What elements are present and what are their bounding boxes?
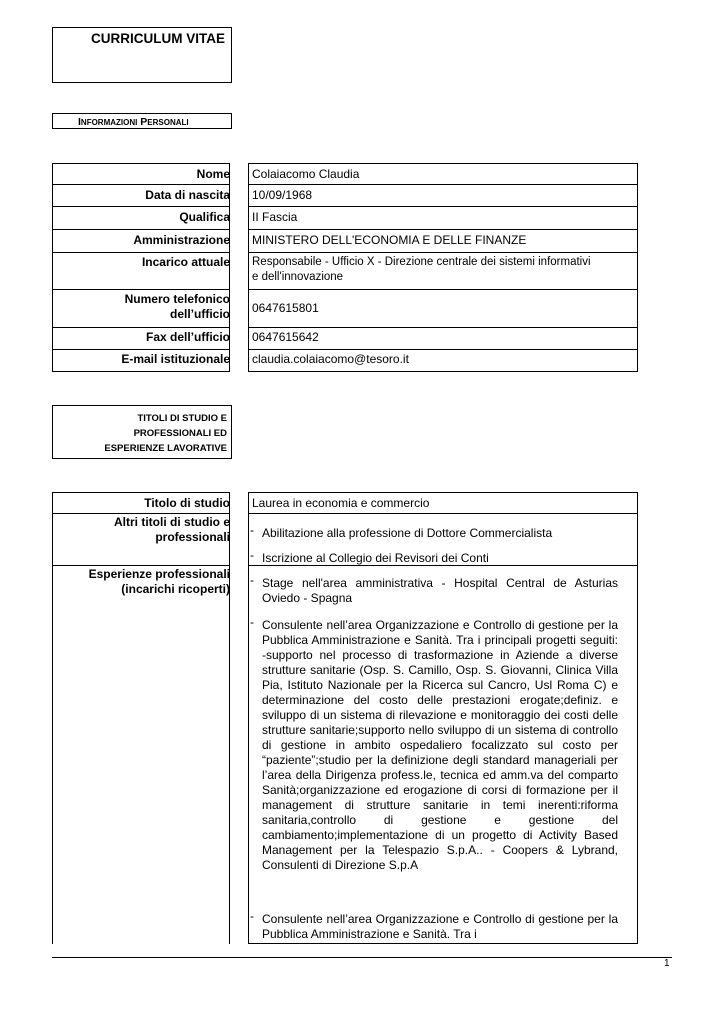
label-altri-titoli: Altri titoli di studio e professionali [114,515,230,544]
list-dash: - [250,615,254,629]
label-esperienze: Esperienze professionali (incarichi ricoperti) [88,567,230,596]
value-telefono: 0647615801 [252,301,319,315]
heading-personal-rest-2: ERSONALI [147,118,189,127]
label-qualifica: Qualifica [179,210,230,224]
list-dash: - [250,909,254,923]
label-email: E-mail istituzionale [121,352,230,366]
heading-personal-rest-1: NFORMAZIONI [80,118,138,127]
page-title: CURRICULUM VITAE [91,31,225,46]
heading-personal-initial-1: I [78,116,81,128]
value-amministrazione: MINISTERO DELL'ECONOMIA E DELLE FINANZE [252,233,527,247]
cv-title-box [52,27,232,83]
value-titolo-studio: Laurea in economia e commercio [252,496,430,510]
altri-titoli-item: - Iscrizione al Collegio dei Revisori dei Conti [250,548,489,565]
esperienze-item: - Consulente nell’area Organizzazione e Controllo di gestione per la Pubblica Amministrazione e Sanità. Tra i [250,909,618,941]
list-dash: - [250,523,254,537]
label-telefono: Numero telefonico dell’ufficio [124,292,230,321]
heading-studies-line-2: PROFESSIONALI ED [133,428,227,439]
esperienze-item: - Consulente nell’area Organizzazione e Controllo di gestione per la Pubblica Amministrazione e Sanità. Tra i principali progetti seguiti: -supporto nel processo di trasformazione in Aziende a diverse strutture sanitarie (Osp. S. Camillo, Osp. S. Giovanni, Clinica Villa Pia, Istituto Nazionale per la Ricerca sul Cancro, Usl Roma C) e determinazione del costo delle prestazioni erogate;definiz. e sviluppo di un sistema di rilevazione e monitoraggio dei costi delle strutture sanitarie;supporto nello sviluppo di un sistema di controllo di gestione in ambito ospedaliero focalizzato sul costo per “paziente”;studio per la definizione degli standard manageriali per l’area della Dirigenza profess.le, tecnica ed amm.va del comparto Sanità;organizzazione ed erogazione di corsi di formazione per il management di strutture sanitarie in temi inerenti:riforma sanitaria,controllo di gestione e gestione del cambiamento;implementazione di un progetto di Activity Based Management per la Telespazio S.p.A.. - Coopers & Lybrand, Consulenti di Direzione S.p.A [250,615,618,872]
label-titolo-studio: Titolo di studio [144,496,230,510]
label-fax: Fax dell’ufficio [145,330,230,344]
heading-studies-line-1: TITOLI DI STUDIO E [137,413,227,424]
label-nome: Nome [196,167,230,181]
value-data-nascita: 10/09/1968 [252,188,313,202]
heading-personal-initial-2: P [140,116,148,128]
footer-divider [52,957,672,958]
section-heading-personal [52,113,232,129]
label-amministrazione: Amministrazione [133,233,230,247]
value-nome: Colaiacomo Claudia [252,167,360,181]
value-fax: 0647615642 [252,330,319,344]
label-data-nascita: Data di nascita [145,188,230,202]
altri-titoli-item: - Abilitazione alla professione di Dottore Commercialista [250,523,553,540]
page-number: 1 [664,958,670,969]
list-dash: - [250,573,254,587]
esperienze-item: - Stage nell'area amministrativa - Hospital Central de Asturias Oviedo - Spagna [250,573,618,605]
value-qualifica: II Fascia [252,210,298,224]
label-incarico: Incarico attuale [141,255,230,269]
studies-label-column [52,492,230,944]
heading-studies-line-3: ESPERIENZE LAVORATIVE [104,443,227,454]
value-incarico: Responsabile - Ufficio X - Direzione centrale dei sistemi informativi e dell'innovazione [252,256,591,283]
section-heading-studies [52,405,232,459]
list-dash: - [250,548,254,562]
value-email: claudia.colaiacomo@tesoro.it [252,352,409,366]
